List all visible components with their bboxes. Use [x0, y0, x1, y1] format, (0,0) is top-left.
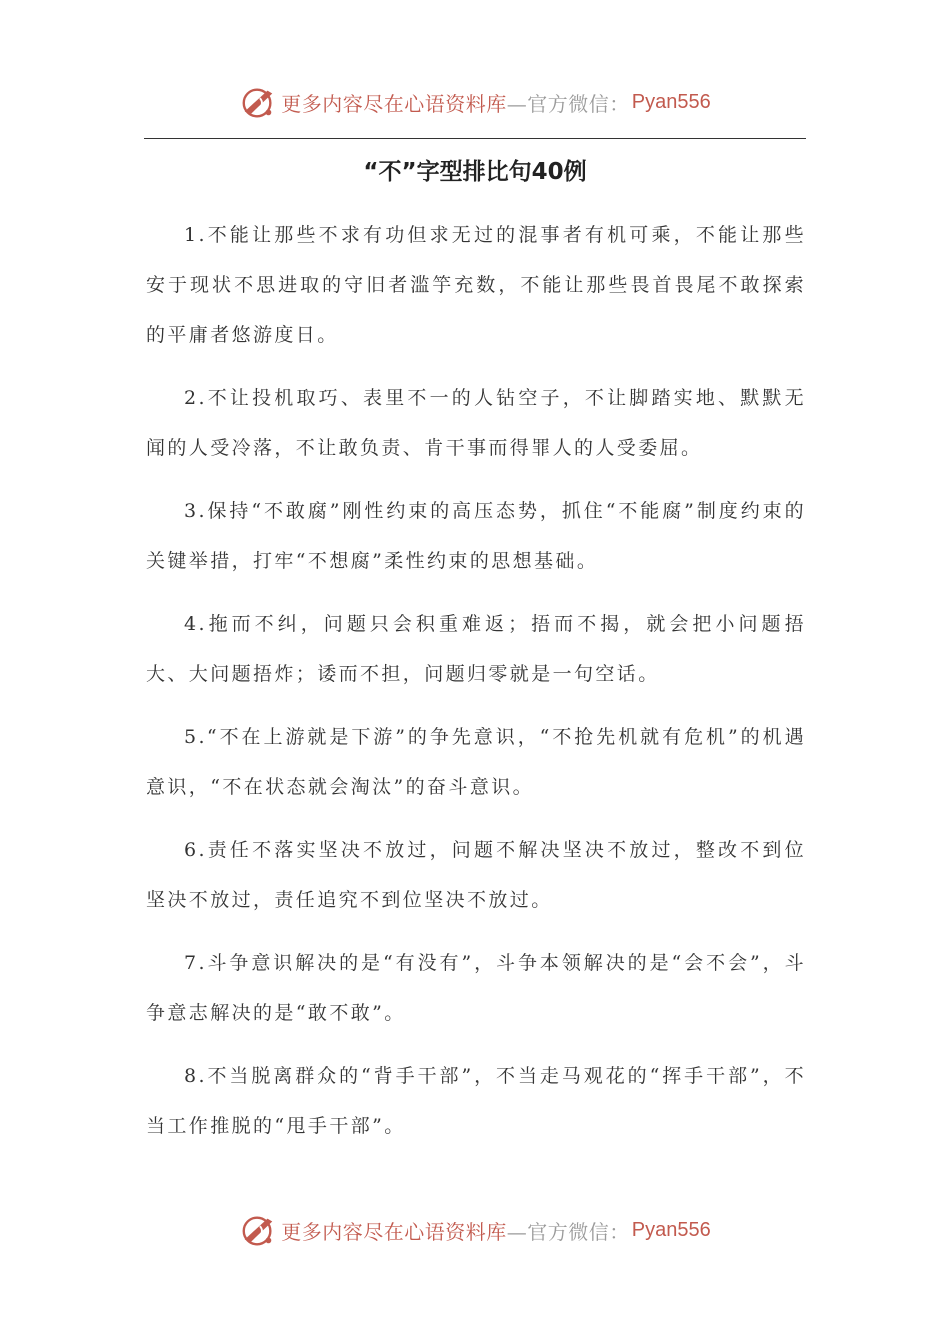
banner-wechat-id: Pyan556 [631, 1218, 711, 1241]
banner-slogan: 更多内容尽在心语资料库 [281, 91, 507, 116]
paragraph-1: 1.不能让那些不求有功但求无过的混事者有机可乘，不能让那些安于现状不思进取的守旧者滥竽充数，不能让那些畏首畏尾不敢探索的平庸者悠游度日。 [146, 224, 806, 346]
paragraph-5: 5.“不在上游就是下游”的争先意识，“不抢先机就有危机”的机遇意识，“不在状态就会淘汰”的奋斗意识。 [146, 726, 806, 798]
header-divider [144, 138, 806, 139]
banner-separator: —官方微信： [506, 1219, 630, 1244]
banner-slogan: 更多内容尽在心语资料库 [281, 1219, 507, 1244]
paragraph-6: 6.责任不落实坚决不放过，问题不解决坚决不放过，整改不到位坚决不放过，责任追究不到位坚决不放过。 [146, 839, 806, 911]
banner-separator: —官方微信： [506, 91, 630, 116]
paragraph-4: 4.拖而不纠，问题只会积重难返；捂而不揭，就会把小问题捂大、大问题捂炸；诿而不担，问题归零就是一句空话。 [146, 613, 806, 685]
pen-seal-icon [239, 1211, 277, 1249]
paragraph-2: 2.不让投机取巧、表里不一的人钻空子，不让脚踏实地、默默无闻的人受冷落，不让敢负责、肯干事而得罪人的人受委屈。 [146, 387, 806, 459]
banner-wechat-id: Pyan556 [631, 90, 711, 113]
header-banner [0, 82, 950, 122]
footer-banner [0, 1210, 950, 1250]
paragraph-8: 8.不当脱离群众的“背手干部”，不当走马观花的“挥手干部”，不当工作推脱的“甩手干部”。 [146, 1065, 806, 1137]
document-title: “不”字型排比句40例 [363, 159, 587, 185]
document-body [146, 210, 806, 1164]
pen-seal-icon [239, 83, 277, 121]
paragraph-3: 3.保持“不敢腐”刚性约束的高压态势，抓住“不能腐”制度约束的关键举措，打牢“不想腐”柔性约束的思想基础。 [146, 500, 806, 572]
paragraph-7: 7.斗争意识解决的是“有没有”，斗争本领解决的是“会不会”，斗争意志解决的是“敢不敢”。 [146, 952, 806, 1024]
